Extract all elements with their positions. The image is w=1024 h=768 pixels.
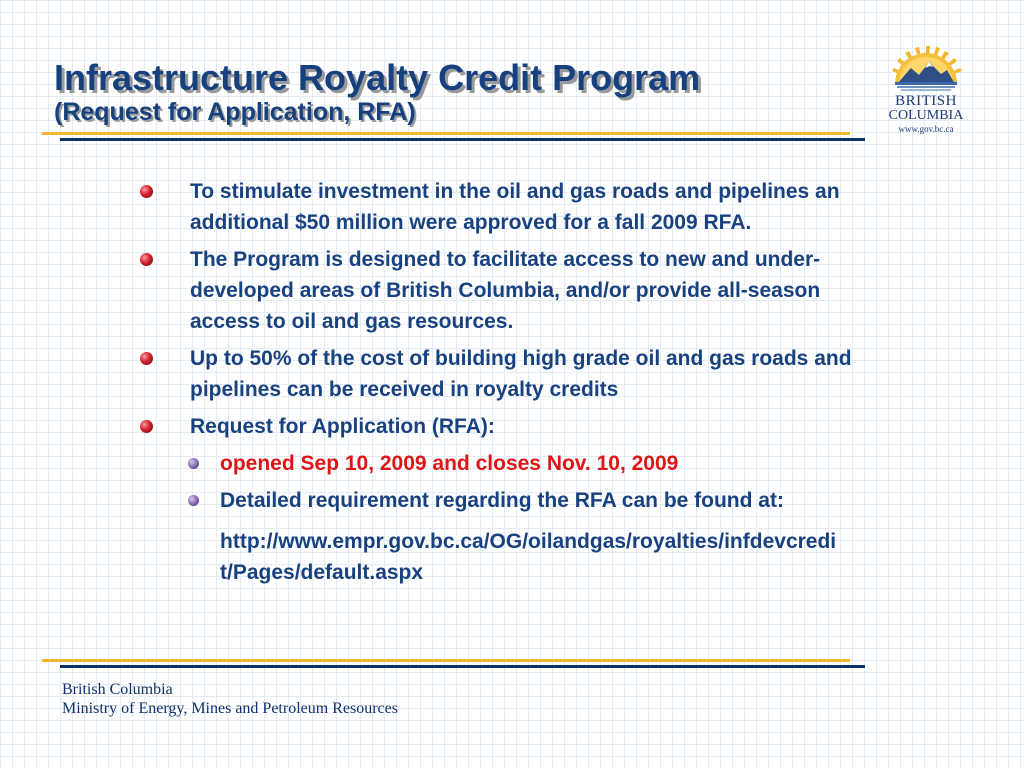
bullet-item	[140, 343, 890, 405]
sub-bullet-item	[140, 485, 890, 516]
footer-navy-rule	[60, 665, 865, 668]
footer-ministry: Ministry of Energy, Mines and Petroleum Resources	[62, 700, 398, 717]
header-gold-rule	[42, 132, 850, 135]
logo-text-british: BRITISH	[895, 93, 957, 109]
red-bullet-icon	[140, 352, 153, 365]
purple-bullet-icon	[188, 495, 199, 506]
logo-text-columbia: COLUMBIA	[888, 108, 964, 123]
title-block	[54, 58, 700, 126]
bullet-text: To stimulate investment in the oil and gas roads and pipelines an additional $50 million were approved for a fall 2009 RFA.	[190, 180, 840, 234]
logo-url: www.gov.bc.ca	[898, 124, 954, 134]
slide-content	[140, 176, 890, 588]
bullet-item	[140, 244, 890, 337]
red-bullet-icon	[140, 185, 153, 198]
sub-bullet-item	[140, 448, 890, 479]
footer-province: British Columbia	[62, 681, 173, 698]
slide-title: Infrastructure Royalty Credit Program	[54, 57, 701, 98]
slide-subtitle: (Request for Application, RFA)	[54, 98, 416, 126]
red-bullet-icon	[140, 253, 153, 266]
bullet-item	[140, 176, 890, 238]
purple-bullet-icon	[188, 458, 199, 469]
footer-gold-rule	[42, 659, 850, 662]
bullet-text: Up to 50% of the cost of building high grade oil and gas roads and pipelines can be received in royalty credits	[190, 347, 852, 401]
header-navy-rule	[60, 138, 865, 141]
bullet-text: The Program is designed to facilitate access to new and under-developed areas of British Columbia, and/or provide all-season access to oil and gas resources.	[190, 248, 821, 333]
red-bullet-icon	[140, 420, 153, 433]
bc-logo	[880, 44, 972, 135]
sub-bullet-text: Detailed requirement regarding the RFA can be found at:	[220, 489, 784, 512]
bullet-text: Request for Application (RFA):	[190, 415, 495, 438]
bc-sun-mountain-emblem	[889, 44, 963, 92]
sub-bullet-text: opened Sep 10, 2009 and closes Nov. 10, 2009	[220, 452, 679, 475]
rfa-link[interactable]: http://www.empr.gov.bc.ca/OG/oilandgas/royalties/infdevcredit/Pages/default.aspx	[220, 530, 837, 584]
bullet-item	[140, 411, 890, 442]
footer	[62, 680, 398, 718]
